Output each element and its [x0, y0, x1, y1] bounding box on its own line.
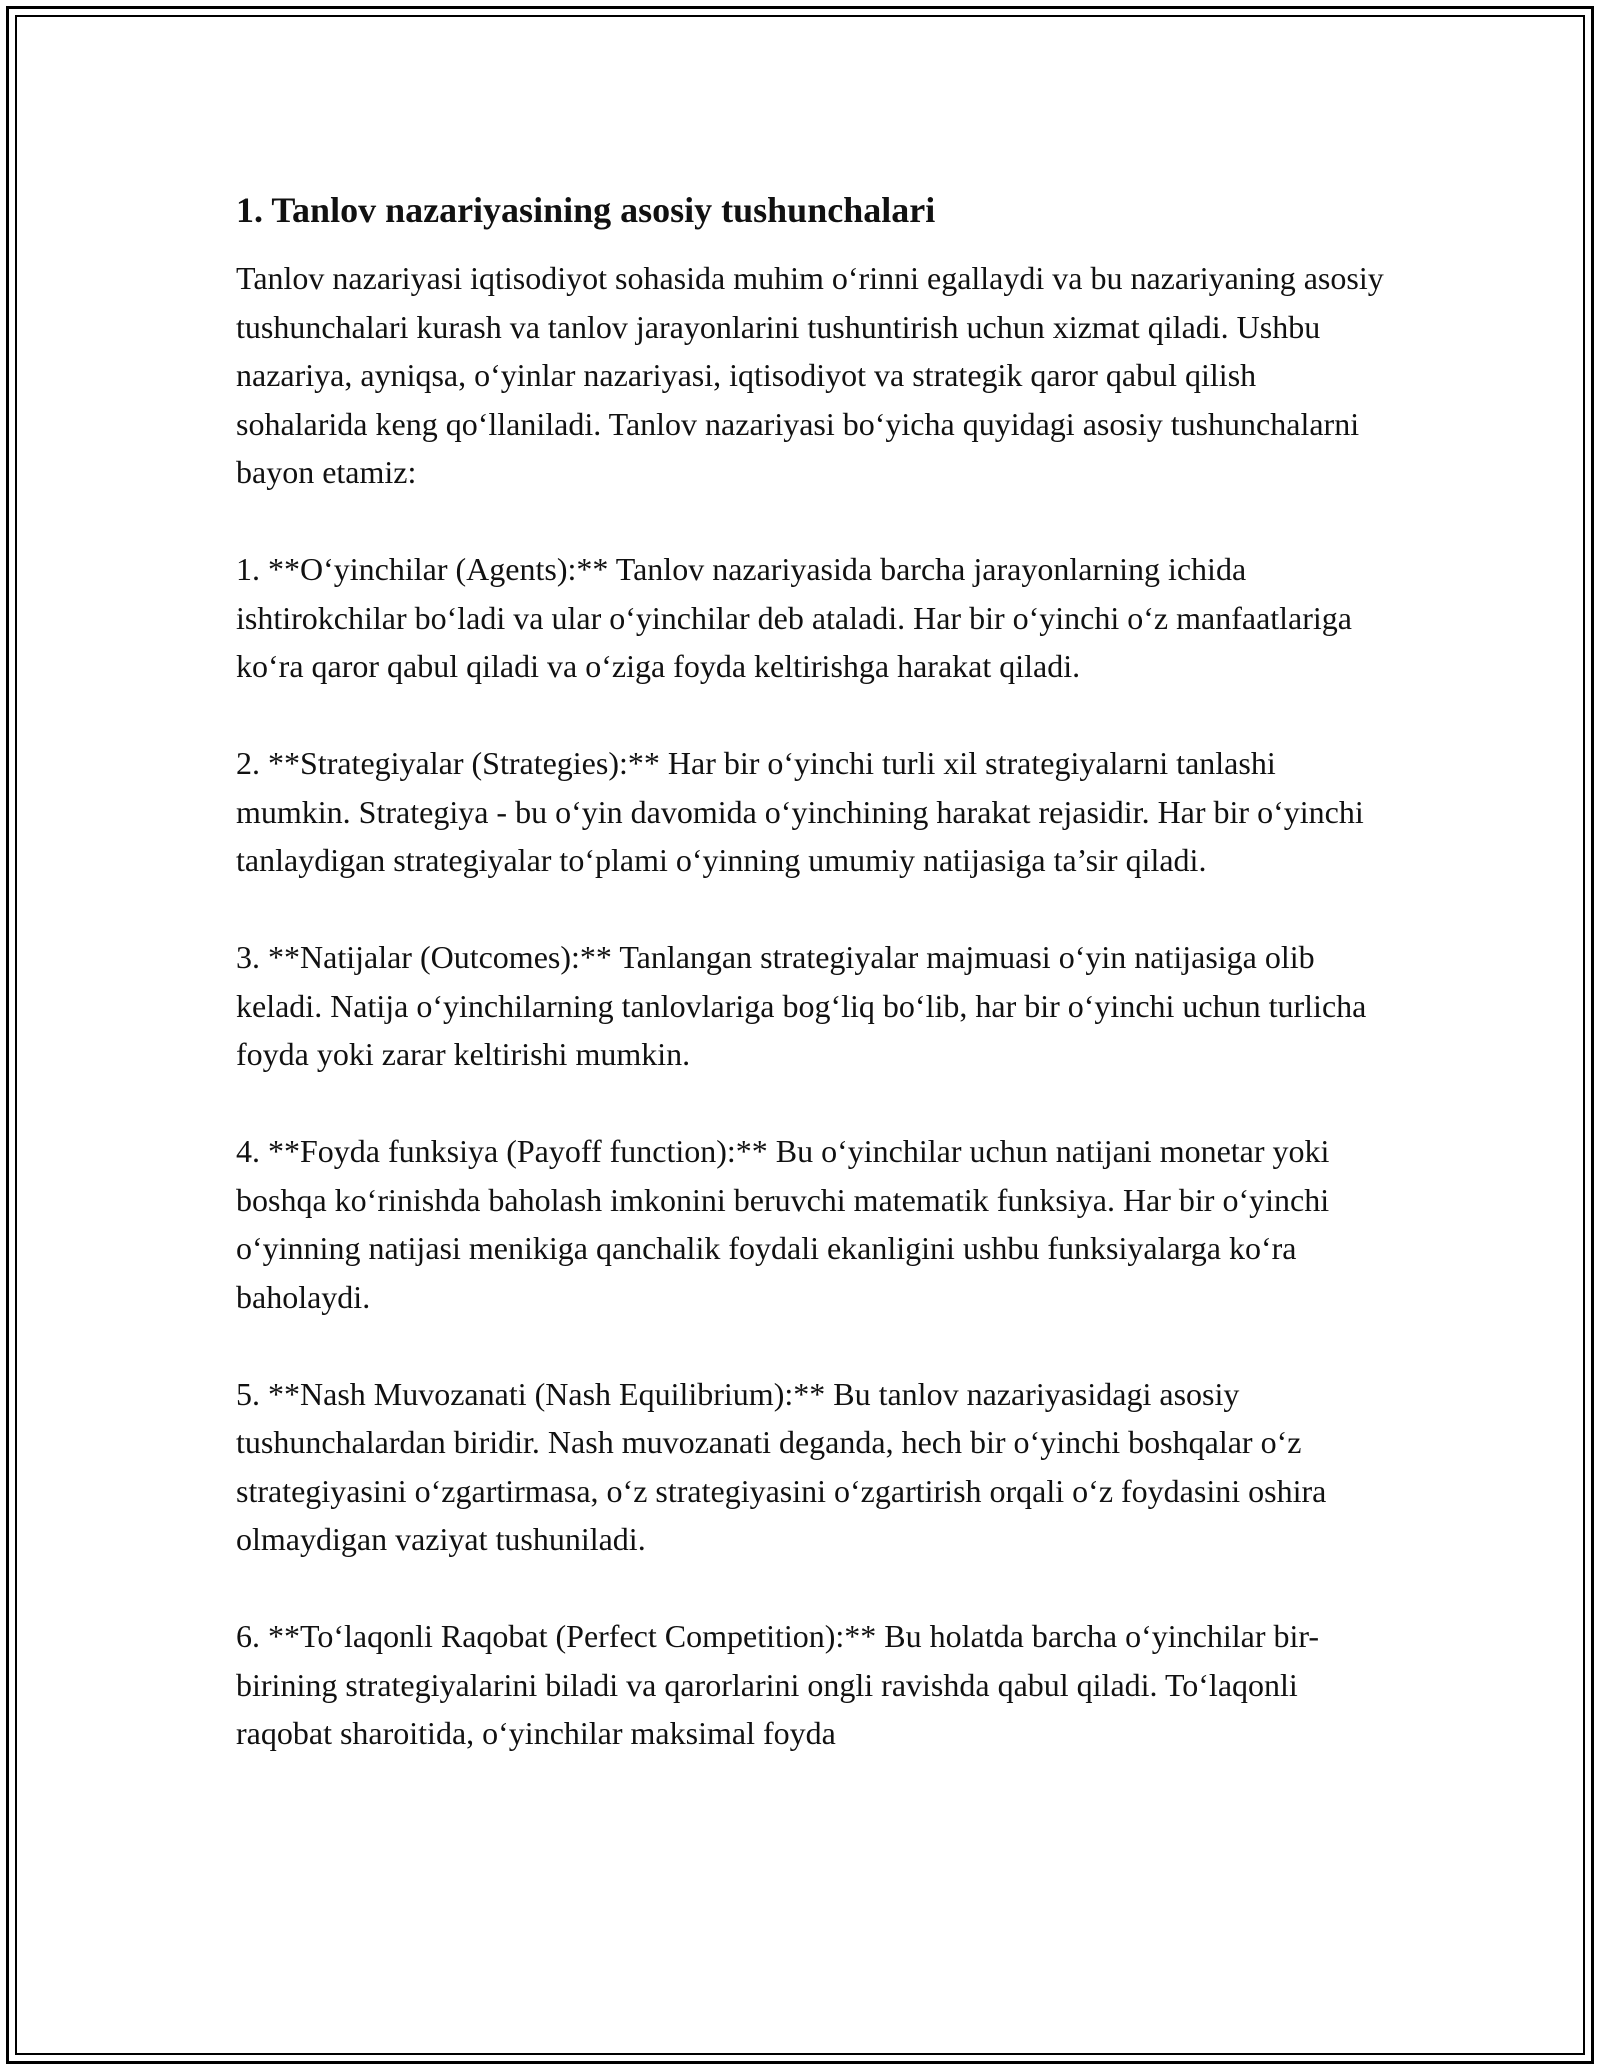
item-nash-paragraph: 5. **Nash Muvozanati (Nash Equilibrium):** Bu tanlov nazariyasidagi asosiy tushunchalardan biridir. Nash muvozanati deganda, hech bir o‘yinchi boshqalar o‘z strategiyasini o‘zgartirmasa, o‘z strategiyasini o‘zgartirish orqali o‘z foydasini oshira olmaydigan vaziyat tushuniladi.: [236, 1375, 1327, 1557]
item-payoff-paragraph: 4. **Foyda funksiya (Payoff function):** Bu o‘yinchilar uchun natijani monetar yoki boshqa ko‘rinishda baholash imkonini beruvchi matematik funksiya. Har bir o‘yinchi o‘yinning natijasi menikiga qanchalik foydali ekanligini ushbu funksiyalarga ko‘ra baholaydi.: [236, 1133, 1330, 1315]
document-body: [236, 186, 1386, 1806]
item-outcomes-paragraph: 3. **Natijalar (Outcomes):** Tanlangan strategiyalar majmuasi o‘yin natijasiga olib keladi. Natija o‘yinchilarning tanlovlariga bog‘liq bo‘lib, har bir o‘yinchi uchun turlicha foyda yoki zarar keltirishi mumkin.: [236, 939, 1367, 1072]
item-agents-paragraph: 1. **O‘yinchilar (Agents):** Tanlov nazariyasida barcha jarayonlarning ichida ishtirokchilar bo‘ladi va ular o‘yinchilar deb ataladi. Har bir o‘yinchi o‘z manfaatlariga ko‘ra qaror qabul qiladi va o‘ziga foyda keltirishga harakat qiladi.: [236, 551, 1352, 684]
item-strategies-paragraph: 2. **Strategiyalar (Strategies):** Har bir o‘yinchi turli xil strategiyalarni tanlashi mumkin. Strategiya - bu o‘yin davomida o‘yinchining harakat rejasidir. Har bir o‘yinchi tanlaydigan strategiyalar to‘plami o‘yinning umumiy natijasiga ta’sir qiladi.: [236, 745, 1364, 878]
intro-paragraph: Tanlov nazariyasi iqtisodiyot sohasida muhim o‘rinni egallaydi va bu nazariyaning asosiy tushunchalari kurash va tanlov jarayonlarini tushuntirish uchun xizmat qiladi. Ushbu nazariya, ayniqsa, o‘yinlar nazariyasi, iqtisodiyot va strategik qaror qabul qilish sohalarida keng qo‘llaniladi. Tanlov nazariyasi bo‘yicha quyidagi asosiy tushunchalarni bayon etamiz:: [236, 260, 1384, 490]
section-heading: 1. Tanlov nazariyasining asosiy tushunchalari: [236, 190, 936, 230]
item-competition-paragraph: 6. **To‘laqonli Raqobat (Perfect Competition):** Bu holatda barcha o‘yinchilar bir-birining strategiyalarini biladi va qarorlarini ongli ravishda qabul qiladi. To‘laqonli raqobat sharoitida, o‘yinchilar maksimal foyda: [236, 1618, 1320, 1751]
